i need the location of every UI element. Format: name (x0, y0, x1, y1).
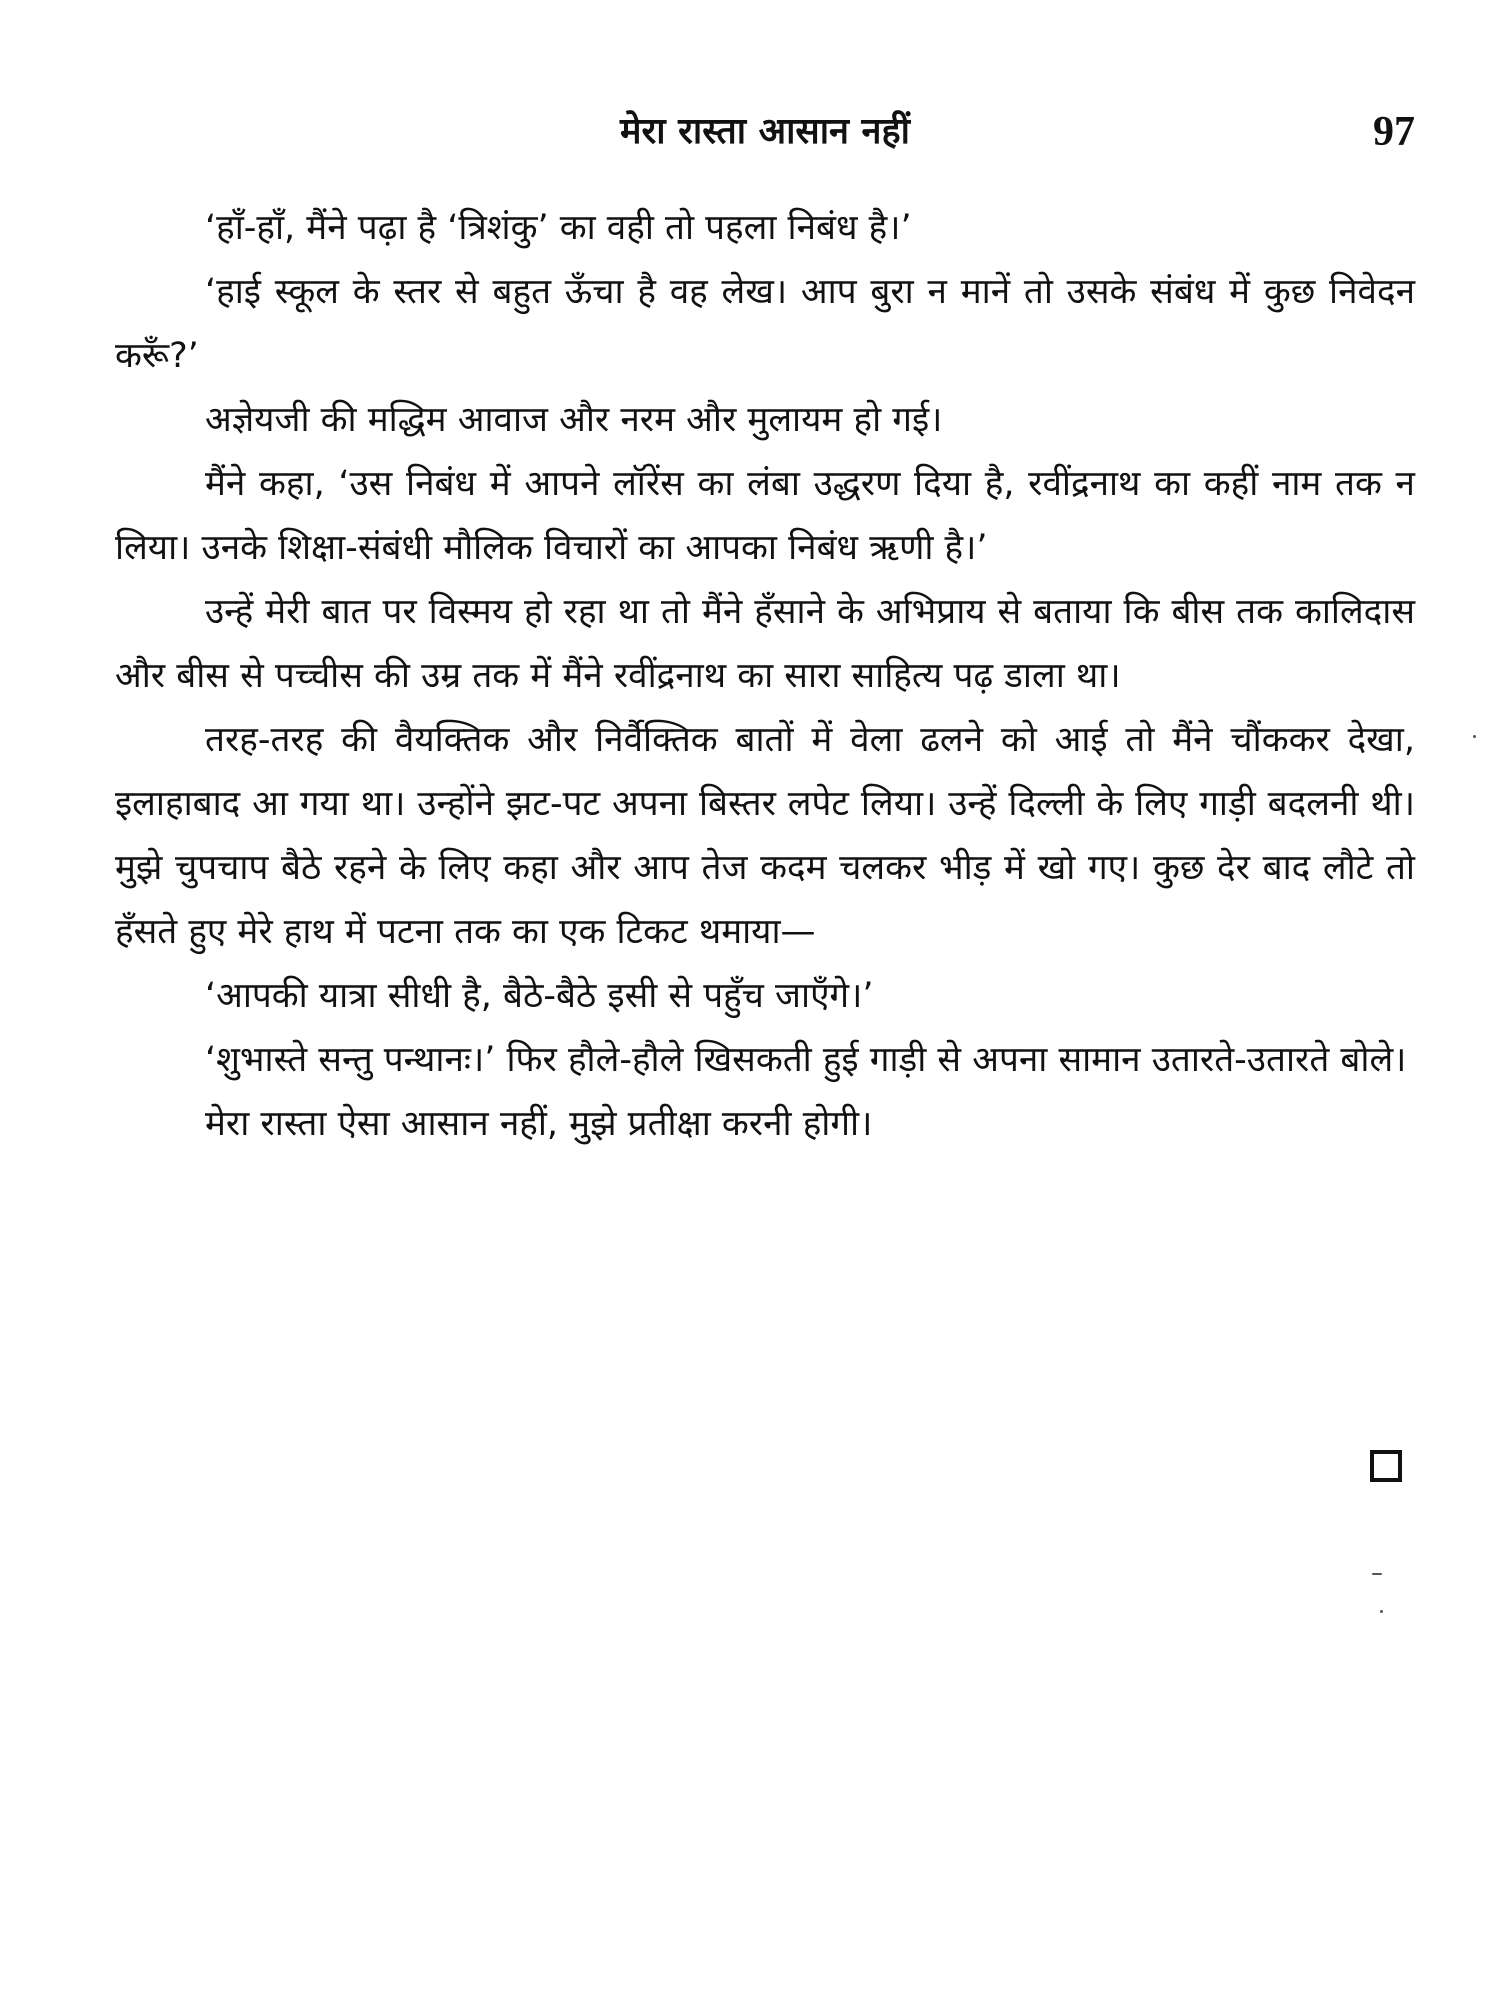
paragraph-8: ‘शुभास्ते सन्तु पन्थानः।’ फिर हौले-हौले खिसकती हुई गाड़ी से अपना सामान उतारते-उतारते बोले। (205, 1040, 1407, 1080)
running-title: मेरा रास्ता आसान नहीं (620, 111, 910, 152)
paragraph-7: ‘आपकी यात्रा सीधी है, बैठे-बैठे इसी से पहुँच जाएँगे।’ (205, 976, 874, 1016)
running-head (115, 104, 1415, 164)
paragraph-1: ‘हाँ-हाँ, मैंने पढ़ा है ‘त्रिशंकु’ का वही तो पहला निबंध है।’ (205, 208, 912, 248)
scan-speck (1372, 1573, 1382, 1575)
paragraph-5: उन्हें मेरी बात पर विस्मय हो रहा था तो मैंने हँसाने के अभिप्राय से बताया कि बीस तक कालिदास और बीस से पच्चीस की उम्र तक में मैंने रवींद्रनाथ का सारा साहित्य पढ़ डाला था। (115, 592, 1415, 696)
paragraph-6: तरह-तरह की वैयक्तिक और निर्वैक्तिक बातों में वेला ढलने को आई तो मैंने चौंककर देखा, इलाहाबाद आ गया था। उन्होंने झट-पट अपना बिस्तर लपेट लिया। उन्हें दिल्ली के लिए गाड़ी बदलनी थी। मुझे चुपचाप बैठे रहने के लिए कहा और आप तेज कदम चलकर भीड़ में खो गए। कुछ देर बाद लौटे तो हँसते हुए मेरे हाथ में पटना तक का एक टिकट थमाया— (115, 720, 1415, 952)
paragraph-3: अज्ञेयजी की मद्धिम आवाज और नरम और मुलायम हो गई। (205, 400, 943, 440)
paragraph-4: मैंने कहा, ‘उस निबंध में आपने लॉरेंस का लंबा उद्धरण दिया है, रवींद्रनाथ का कहीं नाम तक न लिया। उनके शिक्षा-संबंधी मौलिक विचारों का आपका निबंध ऋणी है।’ (115, 464, 1415, 568)
page-number: 97 (1373, 109, 1415, 155)
hollow-square-icon (1370, 1450, 1402, 1482)
paragraph-9: मेरा रास्ता ऐसा आसान नहीं, मुझे प्रतीक्षा करनी होगी। (205, 1104, 873, 1144)
scan-speck (1380, 1610, 1383, 1613)
scan-speck (1473, 735, 1476, 738)
body-text (115, 196, 1415, 1156)
paragraph-2: ‘हाई स्कूल के स्तर से बहुत ऊँचा है वह लेख। आप बुरा न मानें तो उसके संबंध में कुछ निवेदन करूँ?’ (115, 272, 1415, 376)
